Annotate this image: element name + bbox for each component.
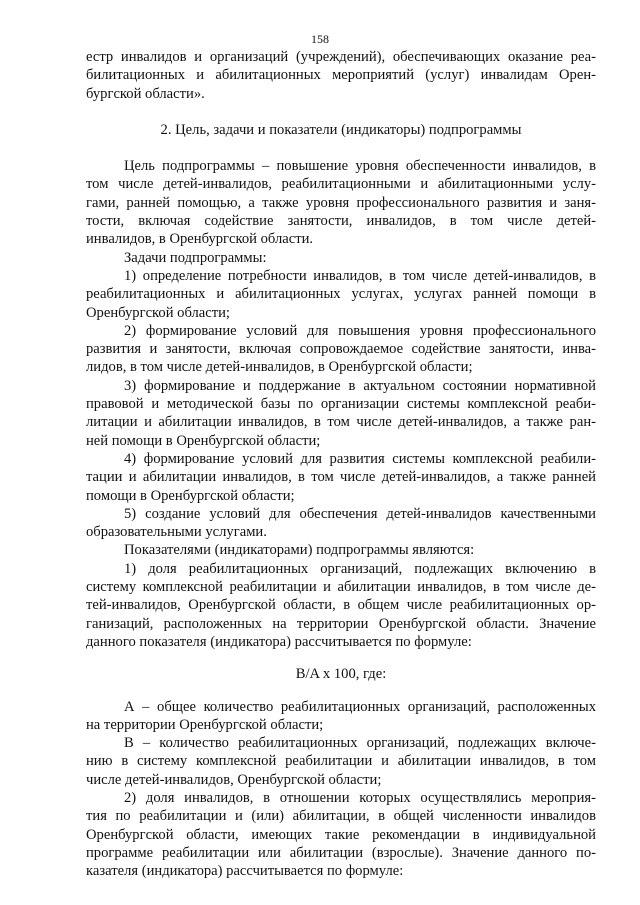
definition-b (86, 734, 596, 789)
text-line: помощи в Оренбургской области; (86, 487, 295, 504)
text-line: нию в систему комплексной реабилитации и абилитации инвалидов, в том (86, 753, 596, 770)
indicators-title: Показателями (индикаторами) подпрограммы являются: (124, 542, 475, 559)
text-line: тации и абилитации инвалидов, в том числе детей-инвалидов, а также ранней (86, 469, 596, 486)
tasks-title: Задачи подпрограммы: (124, 249, 267, 266)
text-line: Цель подпрограммы – повышение уровня обеспеченности инвалидов, в (124, 158, 596, 175)
text-line: 2) формирование условий для повышения уровня профессионального (124, 322, 596, 339)
task-4 (86, 450, 596, 505)
goal-paragraph (86, 157, 596, 248)
text-line: Оренбургской области; (86, 304, 230, 321)
text-line: на территории Оренбургской области; (86, 716, 324, 733)
text-line: данного показателя (индикатора) рассчитывается по формуле: (86, 633, 472, 650)
text-line: 1) доля реабилитационных организаций, подлежащих включению в (124, 560, 596, 577)
formula: B/A x 100, где: (295, 666, 387, 683)
text-line: 2) доля инвалидов, в отношении которых осуществлялись мероприя- (124, 789, 596, 806)
text-line: том числе детей-инвалидов, реабилитационными и абилитационными услу- (86, 176, 596, 193)
text-line: билитационных и абилитационных мероприятий (услуг) инвалидам Орен- (86, 67, 596, 84)
text-line: гами, ранней помощью, а также уровня профессионального развития и заня- (86, 194, 596, 211)
text-line: реабилитационных и абилитационных услугах, услугах ранней помощи в (86, 286, 596, 303)
text-line: В – количество реабилитационных организаций, подлежащих включе- (124, 735, 596, 752)
page-number: 158 (311, 32, 329, 46)
indicator-2 (86, 789, 596, 880)
task-2 (86, 322, 596, 377)
definition-a (86, 698, 596, 735)
text-line: тия по реабилитации и (или) абилитации, в общей численности инвалидов (86, 808, 596, 825)
document-body (86, 48, 596, 880)
task-3 (86, 377, 596, 450)
text-line: казателя (индикатора) рассчитывается по формуле: (86, 863, 404, 880)
text-line: ней помощи в Оренбургской области; (86, 432, 321, 449)
text-line: бургской области». (86, 85, 205, 102)
section-heading: 2. Цель, задачи и показатели (индикаторы) подпрограммы (160, 121, 522, 138)
text-line: программе реабилитации или абилитации (взрослые). Значение данного по- (86, 844, 596, 861)
task-5 (86, 505, 596, 542)
text-line: 5) создание условий для обеспечения детей-инвалидов качественными (124, 505, 596, 522)
continuation-paragraph (86, 48, 596, 103)
text-line: образовательными услугами. (86, 524, 267, 541)
text-line: естр инвалидов и организаций (учреждений), обеспечивающих оказание реа- (86, 49, 596, 65)
text-line: лидов, в том числе детей-инвалидов, в Оренбургской области; (86, 359, 473, 376)
text-line: тости, включая содействие занятости, инвалидов, в том числе детей- (86, 213, 596, 230)
text-line: 1) определение потребности инвалидов, в том числе детей-инвалидов, в (124, 267, 596, 284)
text-line: тей-инвалидов, Оренбургской области, в общем числе реабилитационных ор- (86, 597, 596, 614)
text-line: числе детей-инвалидов, Оренбургской области; (86, 771, 382, 788)
text-line: правовой и методической базы по организации системы комплексной реаби- (86, 396, 596, 413)
text-line: А – общее количество реабилитационных организаций, расположенных (124, 698, 596, 715)
text-line: развития и занятости, включая сопровождаемое содействие занятости, инва- (86, 341, 596, 358)
text-line: систему комплексной реабилитации и абилитации инвалидов, в том числе де- (86, 579, 596, 596)
text-line: Оренбургской области, имеющих такие рекомендации в индивидуальной (86, 826, 596, 843)
text-line: 3) формирование и поддержание в актуальном состоянии нормативной (124, 377, 596, 394)
text-line: литации и абилитации инвалидов, в том числе детей-инвалидов, а также ран- (86, 414, 596, 431)
task-1 (86, 267, 596, 322)
text-line: инвалидов, в Оренбургской области. (86, 231, 314, 248)
indicator-1 (86, 560, 596, 651)
text-line: ганизаций, расположенных на территории Оренбургской области. Значение (86, 615, 596, 632)
text-line: 4) формирование условий для развития системы комплексной реабили- (124, 450, 596, 467)
